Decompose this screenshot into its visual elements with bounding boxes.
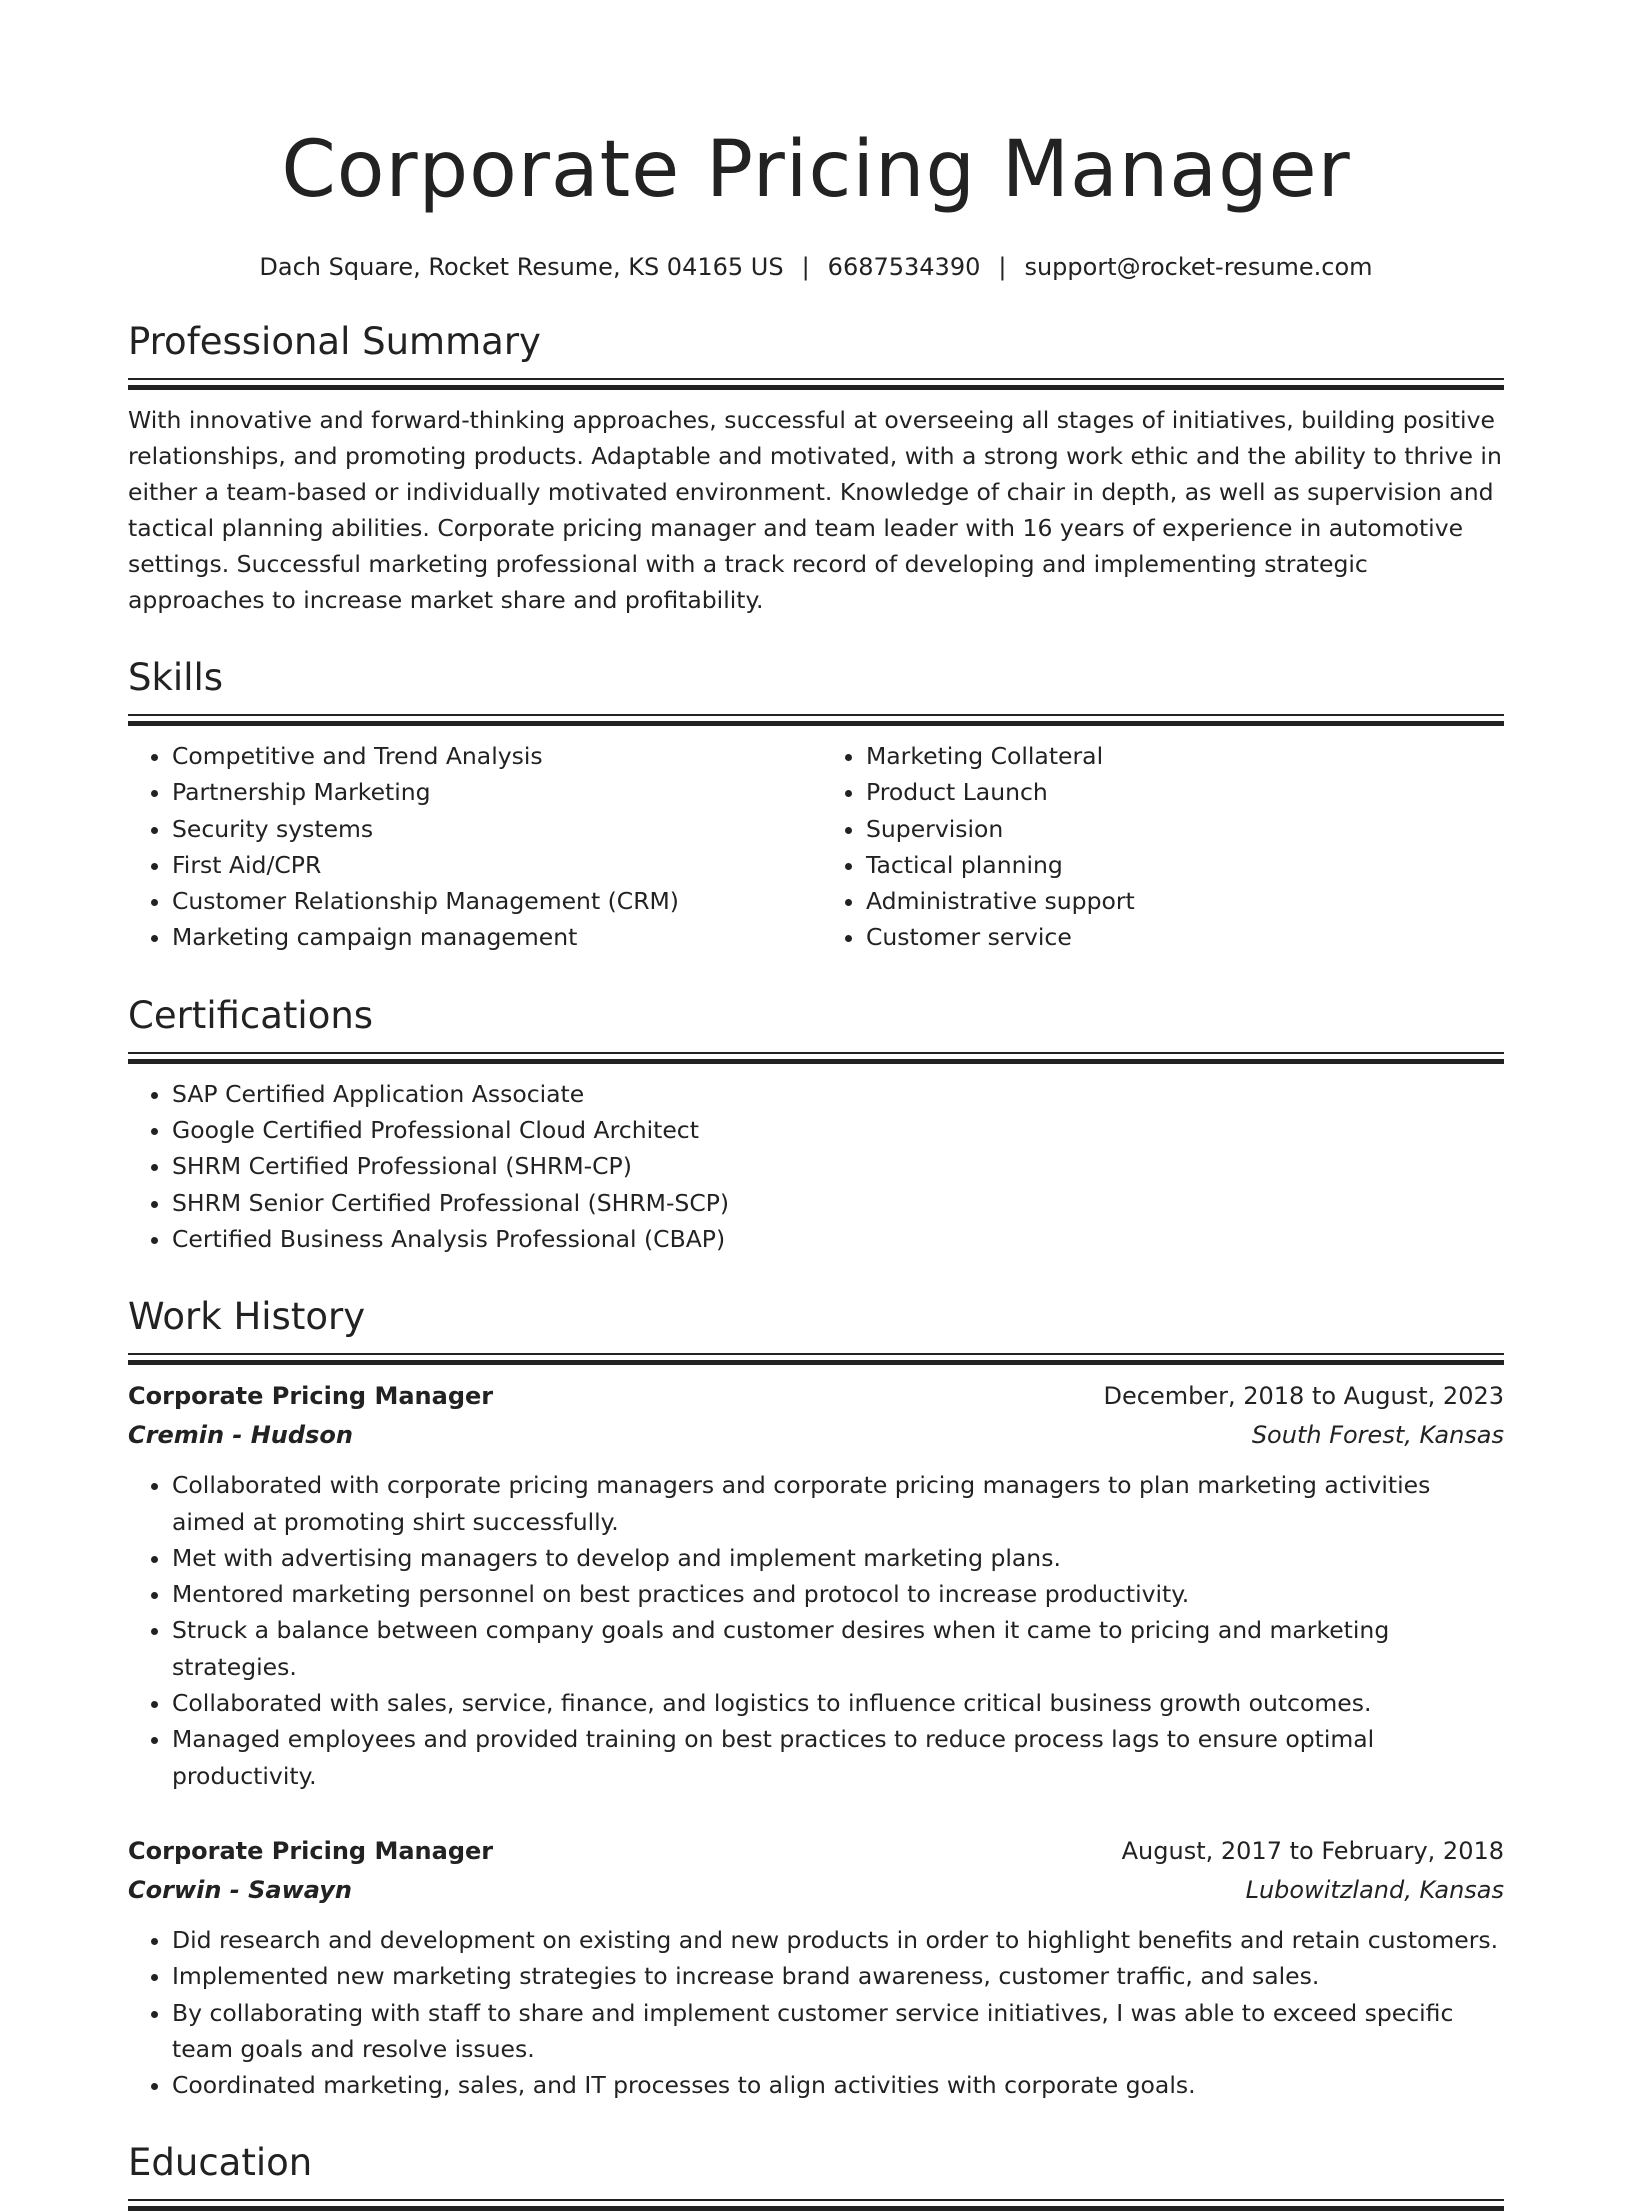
certification-item: • Certified Business Analysis Professional (CBAP): [172, 1221, 1504, 1257]
skills-list-right: [816, 738, 1504, 956]
job-entry: [128, 1377, 1504, 1794]
skill-item: • Customer Relationship Management (CRM): [172, 883, 816, 919]
certification-item: • SHRM Senior Certified Professional (SHRM-SCP): [172, 1185, 1504, 1221]
job-location: Lubowitzland, Kansas: [1245, 1875, 1504, 1904]
section-divider: [128, 2199, 1504, 2201]
contact-email[interactable]: support@rocket-resume.com: [1024, 253, 1373, 281]
job-company-row: [128, 1871, 1504, 1910]
job-company: Corwin - Sawayn: [128, 1875, 352, 1904]
job-bullet: • By collaborating with staff to share and implement customer service initiatives, I was able to exceed specific team goals and resolve issues.: [172, 1995, 1504, 2068]
summary-section: [128, 320, 1504, 618]
certification-item: • SHRM Certified Professional (SHRM-CP): [172, 1148, 1504, 1184]
skills-section: [128, 656, 1504, 956]
job-company: Cremin - Hudson: [128, 1421, 353, 1450]
section-divider: [128, 1353, 1504, 1355]
section-title-education: Education: [128, 2141, 313, 2185]
job-bullet: • Met with advertising managers to develop and implement marketing plans.: [172, 1540, 1504, 1576]
resume-header: [128, 0, 1504, 282]
job-title-row: [128, 1377, 1504, 1416]
job-bullet: • Collaborated with sales, service, finance, and logistics to influence critical business growth outcomes.: [172, 1685, 1504, 1721]
skills-list-left: [128, 738, 816, 956]
job-bullet: • Implemented new marketing strategies to increase brand awareness, customer traffic, and sales.: [172, 1958, 1504, 1994]
skill-item: • Customer service: [866, 919, 1504, 955]
job-bullet: • Mentored marketing personnel on best practices and protocol to increase productivity.: [172, 1576, 1504, 1612]
skill-item: • First Aid/CPR: [172, 847, 816, 883]
job-bullet: • Managed employees and provided training on best practices to reduce process lags to ensure optimal productivity.: [172, 1721, 1504, 1794]
job-company-row: [128, 1416, 1504, 1455]
section-title-skills: Skills: [128, 656, 224, 699]
job-bullet: • Did research and development on existing and new products in order to highlight benefits and retain customers.: [172, 1922, 1504, 1958]
contact-separator: |: [998, 253, 1007, 281]
skill-item: • Competitive and Trend Analysis: [172, 738, 816, 774]
section-divider: [128, 1052, 1504, 1054]
certifications-list: [128, 1076, 1504, 1257]
skill-item: • Marketing Collateral: [866, 738, 1504, 774]
contact-phone: 6687534390: [827, 253, 981, 281]
contact-line: [128, 252, 1504, 282]
contact-separator: |: [801, 253, 810, 281]
job-entry: [128, 1832, 1504, 2103]
skill-item: • Supervision: [866, 811, 1504, 847]
job-title-row: [128, 1832, 1504, 1871]
skill-item: • Tactical planning: [866, 847, 1504, 883]
job-title: Corporate Pricing Manager: [128, 1382, 494, 1411]
job-bullets: [128, 1922, 1504, 2103]
certification-item: • Google Certified Professional Cloud Architect: [172, 1112, 1504, 1148]
skill-item: • Partnership Marketing: [172, 774, 816, 810]
work-history-section: [128, 1295, 1504, 2103]
job-bullet: • Coordinated marketing, sales, and IT processes to align activities with corporate goals.: [172, 2067, 1504, 2103]
certification-item: • SAP Certified Application Associate: [172, 1076, 1504, 1112]
job-bullet: • Struck a balance between company goals and customer desires when it came to pricing and marketing strategies.: [172, 1612, 1504, 1685]
skill-item: • Security systems: [172, 811, 816, 847]
section-title-summary: Professional Summary: [128, 320, 541, 363]
resume-name: Corporate Pricing Manager: [281, 125, 1351, 215]
job-dates: December, 2018 to August, 2023: [1103, 1382, 1504, 1411]
section-divider: [128, 714, 1504, 716]
certifications-section: [128, 994, 1504, 1257]
section-divider: [128, 378, 1504, 380]
skill-item: • Administrative support: [866, 883, 1504, 919]
summary-text: With innovative and forward-thinking approaches, successful at overseeing all stages of initiatives, building positive relationships, and promoting products. Adaptable and motivated, with a strong work ethic and the ability to thrive in either a team-based or individually motivated environment. Knowledge of chair in depth, as well as supervision and tactical planning abilities. Corporate pricing manager and team leader with 16 years of experience in automotive settings. Successful marketing professional with a track record of developing and implementing strategic approaches to increase market share and profitability.: [128, 406, 1502, 614]
section-title-work-history: Work History: [128, 1295, 366, 1339]
job-title: Corporate Pricing Manager: [128, 1836, 494, 1865]
job-bullet: • Collaborated with corporate pricing managers and corporate pricing managers to plan marketing activities aimed at promoting shirt successfully.: [172, 1467, 1504, 1540]
job-dates: August, 2017 to February, 2018: [1121, 1836, 1504, 1865]
skill-item: • Product Launch: [866, 774, 1504, 810]
section-title-certifications: Certifications: [128, 993, 374, 1037]
skill-item: • Marketing campaign management: [172, 919, 816, 955]
education-section: [128, 2141, 1504, 2201]
contact-address: Dach Square, Rocket Resume, KS 04165 US: [259, 253, 784, 281]
job-bullets: [128, 1467, 1504, 1794]
skills-columns: [128, 716, 1504, 956]
job-location: South Forest, Kansas: [1251, 1421, 1504, 1450]
